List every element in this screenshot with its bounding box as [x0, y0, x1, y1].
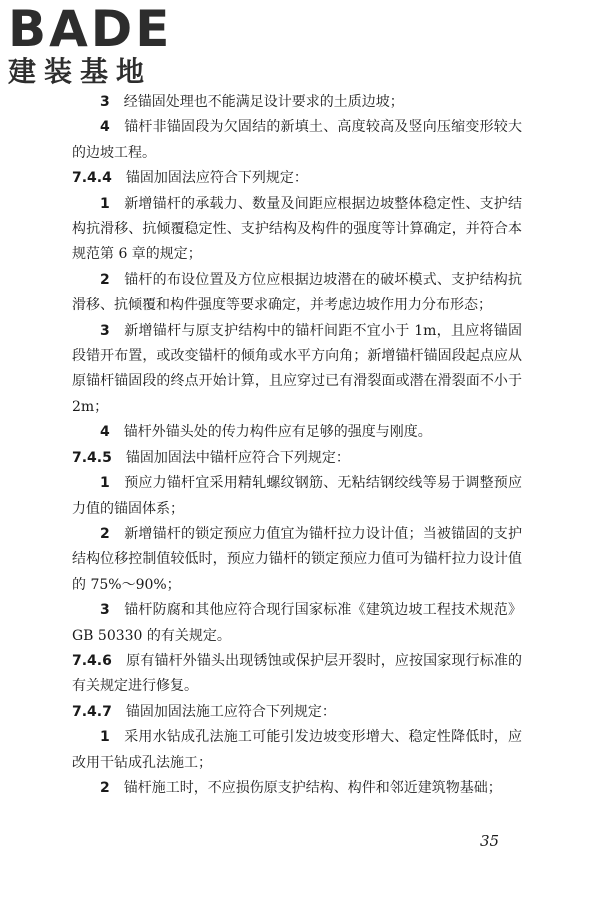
item-4: 4 锚杆外锚头处的传力构件应有足够的强度与刚度。 — [100, 424, 432, 441]
logo-wordmark: BADE — [8, 0, 173, 58]
clause-7-4-6: 7.4.6 原有锚杆外锚头出现锈蚀或保护层开裂时，应按国家现行标准的有关规定进行修复。 — [72, 652, 523, 695]
item-2: 2 锚杆施工时，不应损伤原支护结构、构件和邻近建筑物基础； — [100, 779, 502, 796]
clause-7-4-4: 7.4.4 锚固加固法应符合下列规定： — [72, 170, 308, 187]
logo — [8, 0, 178, 90]
item-4: 4 锚杆非锚固段为欠固结的新填土、高度较高及竖向压缩变形较大的边坡工程。 — [72, 119, 523, 161]
item-2: 2 新增锚杆的锁定预应力值宜为锚杆拉力设计值；当被锚固的支护结构位移控制值较低时，预应力锚杆的锁定预应力值可为锚杆拉力设计值的 75%～90%； — [72, 525, 523, 593]
item-3: 3 新增锚杆与原支护结构中的锚杆间距不宜小于 1m，且应将锚固段错开布置，或改变锚杆的倾角或水平方向角；新增锚杆锚固段起点应从原锚杆锚固段的终点开始计算，且应穿过已有滑裂面或潜在滑裂面不小于 2m； — [72, 322, 522, 415]
page-number: 35 — [480, 832, 500, 850]
clause-7-4-7: 7.4.7 锚固加固法施工应符合下列规定： — [72, 703, 336, 720]
page-body — [72, 90, 522, 801]
item-1: 1 采用水钻成孔法施工可能引发边坡变形增大、稳定性降低时，应改用干钻成孔法施工； — [72, 729, 523, 771]
item-3: 3 经锚固处理也不能满足设计要求的土质边坡； — [100, 94, 404, 110]
item-3: 3 锚杆防腐和其他应符合现行国家标准《建筑边坡工程技术规范》GB 50330 的有关规定。 — [72, 602, 523, 644]
item-2: 2 锚杆的布设位置及方位应根据边坡潜在的破坏模式、支护结构抗滑移、抗倾覆和构件强度等要求确定，并考虑边坡作用力分布形态； — [72, 271, 523, 314]
clause-7-4-5: 7.4.5 锚固加固法中锚杆应符合下列规定： — [72, 449, 350, 466]
item-1: 1 预应力锚杆宜采用精轧螺纹钢筋、无粘结钢绞线等易于调整预应力值的锚固体系； — [72, 475, 523, 517]
logo-subtitle: 建装基地 — [8, 55, 153, 88]
item-1: 1 新增锚杆的承载力、数量及间距应根据边坡整体稳定性、支护结构抗滑移、抗倾覆稳定性、支护结构及构件的强度等计算确定，并符合本规范第 6 章的规定； — [72, 195, 523, 263]
